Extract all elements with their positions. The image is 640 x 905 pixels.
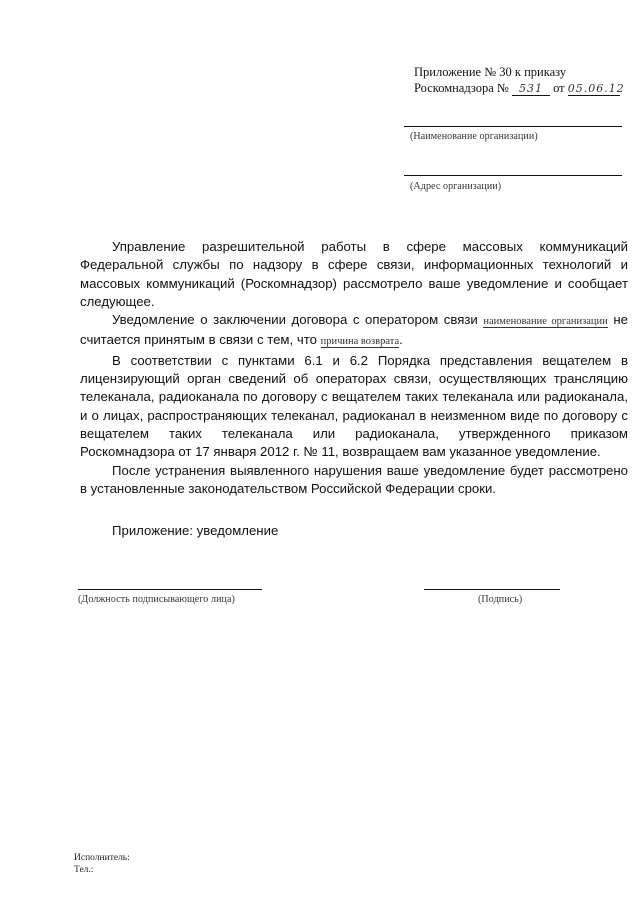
- appendix-line2: [414, 80, 625, 96]
- paragraph-2-text-start: Уведомление о заключении договора с оператором связи: [112, 312, 478, 328]
- footer: [74, 852, 130, 876]
- letter-body: [80, 238, 628, 498]
- paragraph-2-text-middle: не считается принятым в связи с тем, что: [80, 312, 628, 348]
- paragraph-2-end: .: [399, 332, 403, 348]
- phone-label: Тел.:: [74, 865, 94, 875]
- org-address-caption: (Адрес организации): [410, 181, 502, 192]
- paragraph-1: Управление разрешительной работы в сфере массовых коммуникаций Федеральной службы по надзору в сфере связи, информационных технологий и массовых коммуникаций (Роскомнадзор) рассмотрело ваше уведомление и сообщает следующее.: [80, 239, 628, 309]
- paragraph-3: В соответствии с пунктами 6.1 и 6.2 Порядка представления вещателем в лицензирующий орган сведений об операторах связи, осуществляющих трансляцию телеканала, радиоканала по договору с вещателем таких телеканала или радиоканала, и о лицах, распространяющих телеканал, радиоканал в неизменном виде по договору с вещателем таких телеканала или радиоканала, утвержденного приказом Роскомнадзора от 17 января 2012 г. № 11, возвращаем вам указанное уведомление.: [80, 352, 628, 460]
- position-line: [78, 589, 262, 590]
- signature-caption: (Подпись): [478, 594, 523, 605]
- paragraph-2: [80, 311, 628, 352]
- order-date: 05.06.12: [567, 82, 625, 95]
- appendix-header: [414, 64, 625, 96]
- signature-line: [424, 589, 560, 590]
- position-caption: (Должность подписывающего лица): [78, 594, 235, 605]
- executor-label: Исполнитель:: [74, 853, 130, 863]
- org-name-caption: (Наименование организации): [410, 131, 538, 142]
- reason-placeholder: причина возврата: [320, 336, 400, 348]
- org-name-line: [404, 126, 622, 127]
- paragraph-4: После устранения выявленного нарушения ваше уведомление будет рассмотрено в установленные законодательством Российской Федерации сроки.: [80, 462, 628, 496]
- appendix-date-label: от: [553, 81, 565, 95]
- org-address-line: [404, 175, 622, 176]
- appendix-order-label: Роскомнадзора №: [414, 81, 509, 95]
- order-number: 531: [512, 82, 550, 96]
- appendix-line1: Приложение № 30 к приказу: [414, 65, 567, 79]
- organization-placeholder: наименование организации: [483, 316, 608, 328]
- attachment-note: Приложение: уведомление: [112, 523, 279, 538]
